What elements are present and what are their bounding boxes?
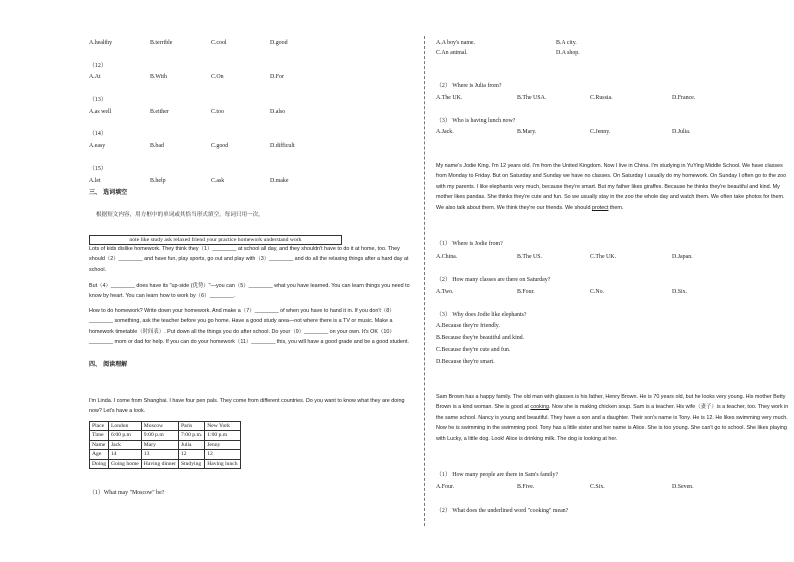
- table-cell: Going home: [108, 459, 141, 468]
- q15-option-c: C.ask: [211, 178, 225, 184]
- r1-q2-option-d: D.France.: [672, 95, 696, 101]
- q15-option-a: A.let: [89, 178, 101, 184]
- table-row: [90, 459, 241, 468]
- table-cell: Moscow: [141, 422, 178, 431]
- q13-option-b: B.either: [150, 109, 169, 115]
- r2-q3-option-d: D.Because they're smart.: [436, 359, 495, 365]
- table-cell: Age: [90, 450, 109, 459]
- r2-q1-option-a: A.China.: [436, 254, 458, 260]
- r2-q2-option-b: B.Four.: [517, 289, 535, 295]
- q12-option-c: C.On: [211, 74, 224, 80]
- r3-question-2: （2） What does the underlined word "cooking" mean?: [436, 508, 569, 514]
- table-cell: New York: [205, 422, 240, 431]
- passage-paragraph-3: How to do homework? Write down your homework. And make a（7）________ of when you have to hand it in. If you don't（8）________ something, ask the teacher before you go home. Have a good study area—not where there is a TV or music. Make a homework timetable（时间表）. Put down all the things you do after school. Do your（9）________ on your own. It's OK（10）________ mom or dad for help. If you can do your homework（11）________ this, you will have a good grade and be a good student.: [89, 308, 409, 346]
- r2-q2-option-d: D.Six.: [672, 289, 688, 295]
- q14-option-b: B.bad: [150, 143, 164, 149]
- q11-option-d: D.good: [270, 40, 288, 46]
- q13-option-d: D.also: [270, 109, 286, 115]
- q15-option-d: D.make: [270, 178, 289, 184]
- q15-option-b: B.help: [150, 178, 166, 184]
- r3-q1-option-d: D.Seven.: [672, 484, 694, 490]
- q11-option-b: B.terrible: [150, 40, 173, 46]
- r2-q1-option-c: C.The UK.: [590, 254, 617, 260]
- r2-q2-option-c: C.No.: [590, 289, 605, 295]
- passage-jodie: [436, 161, 792, 213]
- section-3-title: 三、 选词填空: [89, 189, 128, 196]
- underlined-word-protect: protect: [591, 204, 609, 211]
- table-row: [90, 450, 241, 459]
- table-cell: 6:00 p.m: [108, 431, 141, 440]
- table-cell: Julia: [178, 440, 204, 449]
- column-divider: [424, 36, 425, 526]
- r2-q1-option-b: B.The US.: [517, 254, 543, 260]
- table-cell: 14: [108, 450, 141, 459]
- q11-option-c: C.cool: [211, 40, 227, 46]
- table-row: [90, 440, 241, 449]
- r2-q3-option-a: A.Because they're friendly.: [436, 323, 500, 329]
- word-box: note like study ask relaxed friend your practice homework understand work: [89, 235, 342, 245]
- r1-question-2: （2） Where is Julia from?: [436, 83, 502, 89]
- table-cell: Name: [90, 440, 109, 449]
- section-3-instruction: 根据短文内容，用方框中的单词或其恰当形式填空，每词只用一次。: [96, 212, 264, 218]
- table-cell: Having dinner: [141, 459, 178, 468]
- q12-option-a: A.At: [89, 74, 101, 80]
- passage-sam-brown: [436, 392, 792, 444]
- passage-sam-text-rest: . Now she is making chicken soup. Sam is a teacher. His wife（妻子）is a teacher, too. They work in the same school. Nancy is young and beautiful. They have a son and a daughter. Their son's name is Tony. He is 12. He likes swimming very much. Now he is swimming in the swimming pool. Tony has a little sister and her name is Alice. She is too young. She can't go to school. She likes playing with Lucky, a little dog. Look! Alice is drinking milk. The dog is looking at her.: [436, 404, 789, 442]
- table-cell: Jenny: [205, 440, 240, 449]
- q12-option-d: D.For: [270, 74, 284, 80]
- r1-q2-option-b: B.The USA.: [517, 95, 547, 101]
- table-row: [90, 422, 241, 431]
- table-cell: Mary: [141, 440, 178, 449]
- r3-question-1: （1） How many people are there in Sam's family?: [436, 472, 559, 478]
- r1-q3-option-c: C.Jenny.: [590, 129, 611, 135]
- table-cell: Jack: [108, 440, 141, 449]
- table-cell: London: [108, 422, 141, 431]
- passage-paragraph-1: Lots of kids dislike homework. They think they（1）________ at school all day, and they shouldn't have to do it at home, too. They should（2）________ and have fun, play sports, go out and play with（3）________ and do all the relaxing things after a hard day at school.: [89, 246, 409, 273]
- r3-q1-option-c: C.Six.: [590, 484, 605, 490]
- r2-q2-option-a: A.Two.: [436, 289, 454, 295]
- r1-q1-option-c: C.An animal.: [436, 50, 468, 56]
- q11-option-a: A.healthy: [89, 40, 113, 46]
- q13-option-c: C.too: [211, 109, 224, 115]
- table-cell: Paris: [178, 422, 204, 431]
- r1-q1-option-a: A.A boy's name.: [436, 40, 476, 46]
- q14-option-a: A.easy: [89, 143, 106, 149]
- r3-q1-option-a: A.Four.: [436, 484, 455, 490]
- r1-q1-option-d: D.A shop.: [556, 50, 580, 56]
- r2-q3-option-c: C.Because they're cute and fun.: [436, 347, 511, 353]
- q12-option-b: B.With: [150, 74, 167, 80]
- r1-q2-option-a: A.The UK.: [436, 95, 463, 101]
- r1-q3-option-d: D.Julia.: [672, 129, 691, 135]
- table-cell: Having lunch: [205, 459, 240, 468]
- table-cell: Time: [90, 431, 109, 440]
- q12-number: （12）: [89, 63, 107, 69]
- table-cell: 9:00 p.m: [141, 431, 178, 440]
- table-cell: 12: [178, 450, 204, 459]
- r1-q3-option-b: B.Mary.: [517, 129, 537, 135]
- r2-question-1: （1） Where is Jodie from?: [436, 241, 503, 247]
- q14-number: （14）: [89, 131, 107, 137]
- q15-number: （15）: [89, 166, 107, 172]
- underlined-word-cooking: cooking: [530, 404, 549, 411]
- table-cell: Doing: [90, 459, 109, 468]
- table-cell: 7:00 p.m.: [178, 431, 204, 440]
- table-cell: 1:00 p.m: [205, 431, 240, 440]
- q14-option-c: C.good: [211, 143, 229, 149]
- q13-option-a: A.as well: [89, 109, 112, 115]
- r2-question-2: （2） How many classes are there on Saturday?: [436, 277, 551, 283]
- table-cell: 12: [205, 450, 240, 459]
- table-cell: 13: [141, 450, 178, 459]
- r2-q3-option-b: B.Because they're beautiful and kind.: [436, 335, 525, 341]
- passage-paragraph-2: But（4）________ does have its "up-side (优势）"—you can（5）________ what you have learned. You can learn things you need to know by heart. You can learn how to work by（6）________.: [89, 283, 410, 300]
- passage-jodie-text: My name's Jodie King. I'm 12 years old. I'm from the United Kingdom. Now I live in China. I'm studying in YuYing Middle School. We have classes from Monday to Friday. But on Saturday and Sunday we have no classes. On Saturday I usually do my homework. On Sunday I often go to the zoo with my parents. I like elephants very much, because they're smart. But my father likes giraffes. Because he thinks they're beautiful and kind. My mother likes pandas. She thinks they're cute and fun. So we usually stay in the zoo the whole day and watch them. We often take photos for them. We also talk about them. We think they're our friends. We should: [436, 163, 787, 211]
- r1-q1-option-b: B.A city.: [556, 40, 577, 46]
- reading-1-question-1: （1）What may "Moscow" be?: [89, 490, 165, 496]
- passage-jodie-end: them.: [608, 204, 624, 211]
- table-cell: Place: [90, 422, 109, 431]
- reading-intro: I'm Linda. I come from Shanghai. I have four pen pals. They come from different countries. Do you want to know what they are doing now? Let's have a look.: [89, 398, 405, 415]
- pen-pal-table: [89, 421, 241, 469]
- r2-q1-option-d: D.Japan.: [672, 254, 693, 260]
- table-cell: Studying: [178, 459, 204, 468]
- r1-q2-option-c: C.Russia.: [590, 95, 613, 101]
- q14-option-d: D.difficult: [270, 143, 295, 149]
- r3-q1-option-b: B.Five.: [517, 484, 535, 490]
- section-4-title: 四、 阅读理解: [89, 361, 128, 368]
- passage-sam-text: Sam Brown has a happy family. The old man with glasses is his father, Henry Brown. He is 70 years old, but he looks very young. His mother Betty Brown is a kind woman. She is good at: [436, 394, 786, 411]
- table-row: [90, 431, 241, 440]
- r1-q3-option-a: A.Jack.: [436, 129, 454, 135]
- q13-number: （13）: [89, 97, 107, 103]
- r1-question-3: （3） Who is having lunch now?: [436, 118, 516, 124]
- r2-question-3: （3） Why does Jodie like elephants?: [436, 312, 527, 318]
